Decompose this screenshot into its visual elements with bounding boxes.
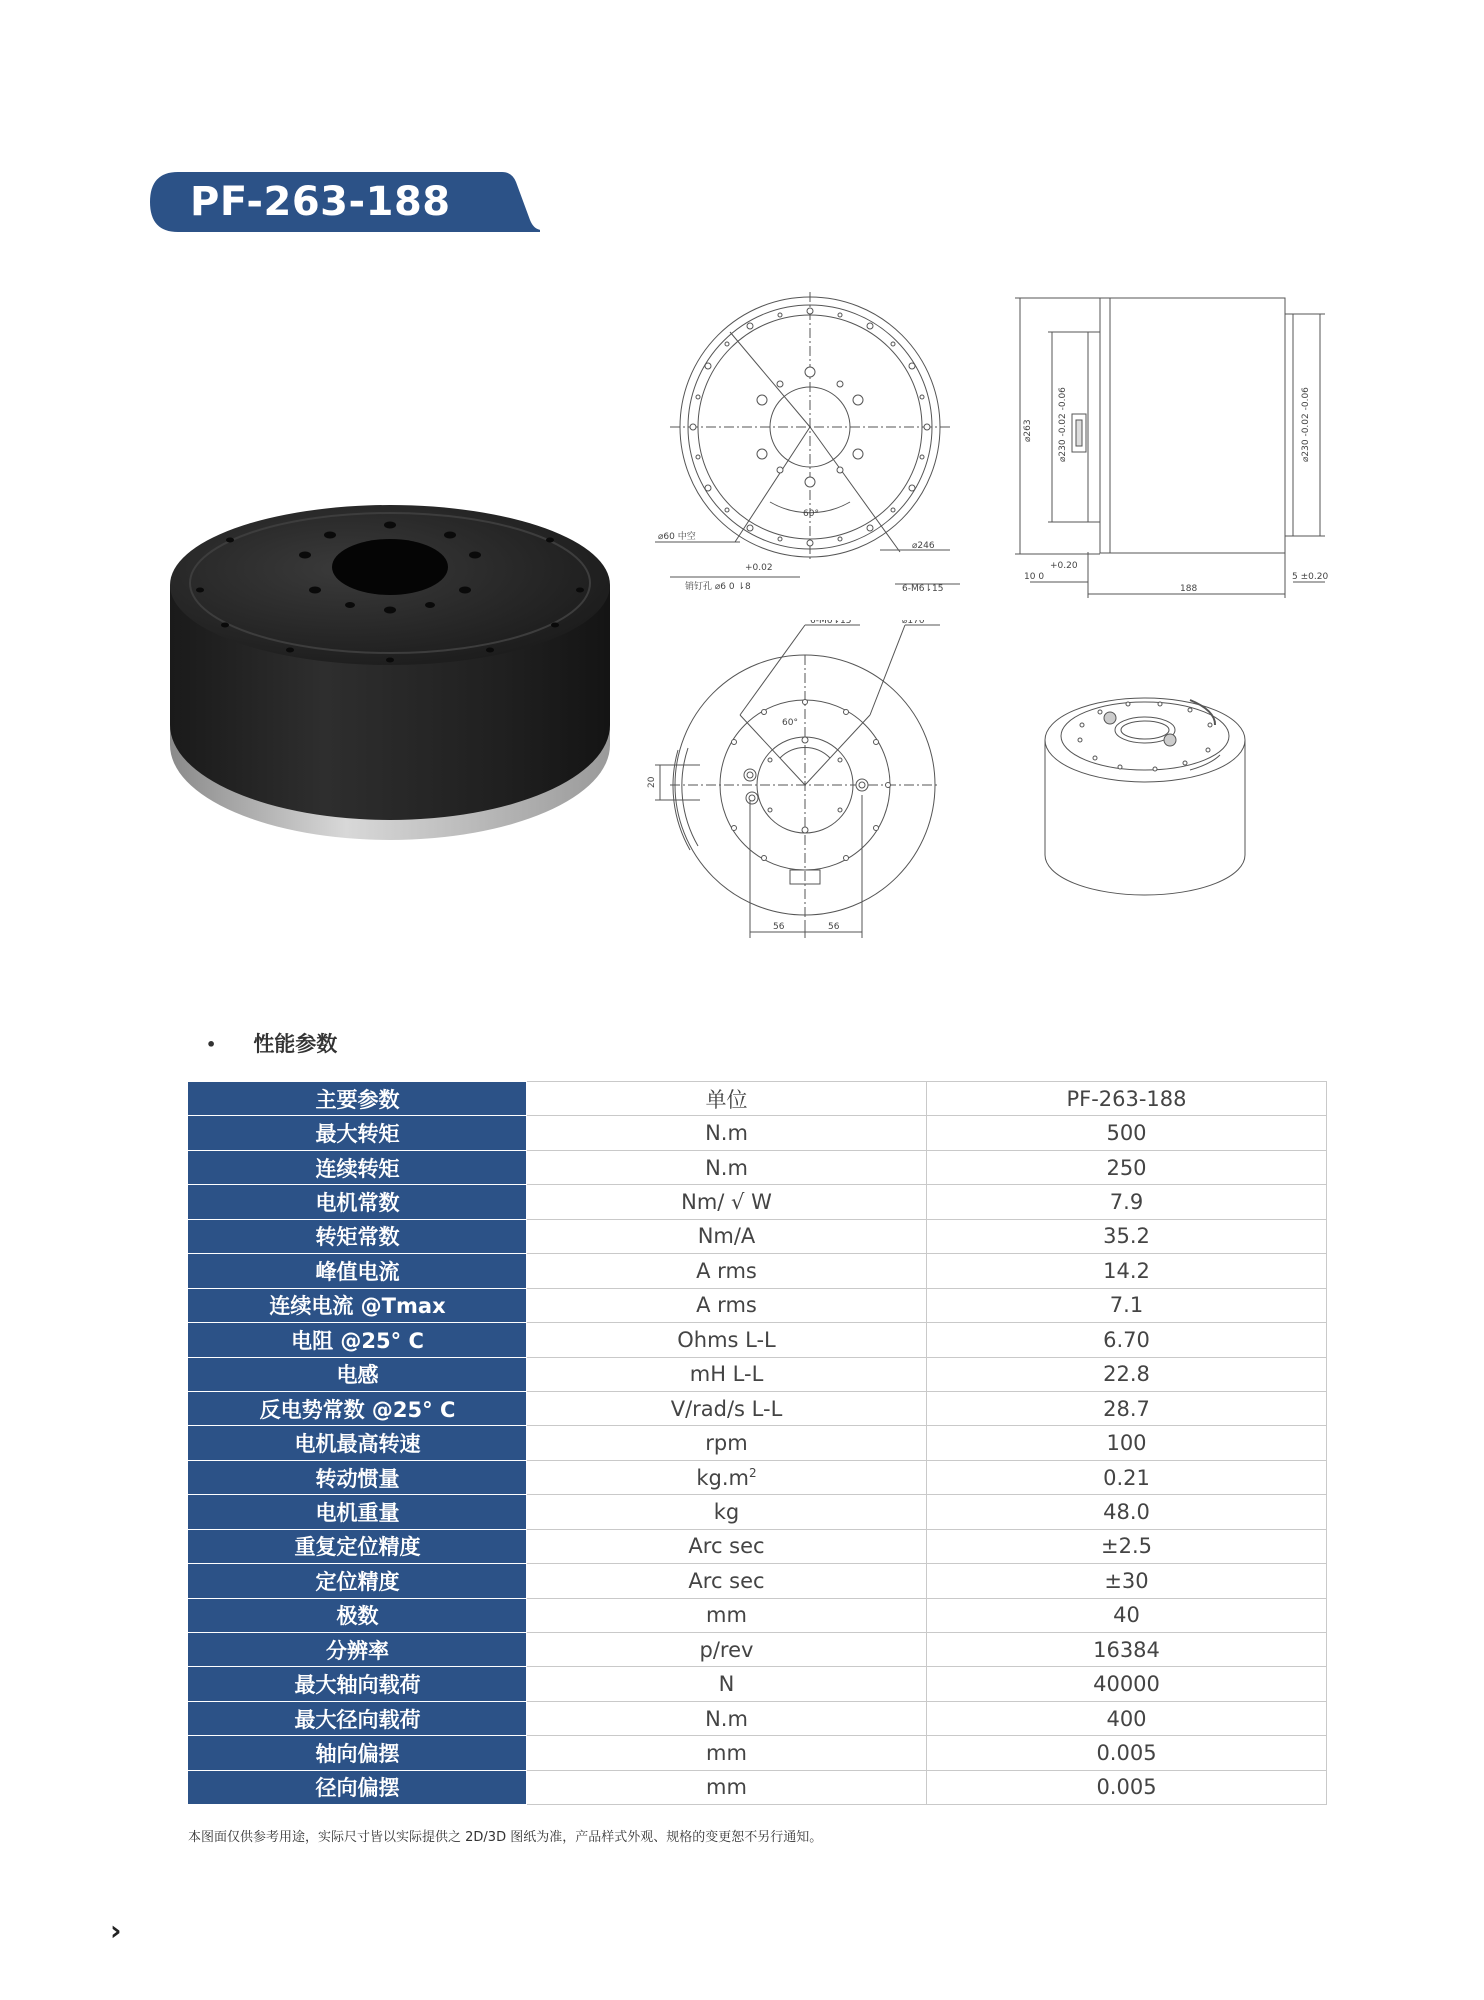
param-label: 分辨率: [189, 1633, 527, 1667]
param-label: 最大径向载荷: [189, 1701, 527, 1735]
param-label: 电机最高转速: [189, 1426, 527, 1460]
dim-d230-left-label: ⌀230 -0.02 -0.06: [1058, 387, 1068, 462]
table-row: [189, 1288, 1327, 1322]
param-unit: mm: [527, 1736, 927, 1770]
param-value: 6.70: [927, 1323, 1327, 1357]
param-label: 最大轴向载荷: [189, 1667, 527, 1701]
table-header-row: [189, 1082, 1327, 1116]
param-label: 转动惯量: [189, 1460, 527, 1494]
rear-view-drawing: [640, 620, 960, 950]
param-label: 转矩常数: [189, 1219, 527, 1253]
param-label: 极数: [189, 1598, 527, 1632]
param-unit: A rms: [527, 1254, 927, 1288]
table-row: [189, 1323, 1327, 1357]
param-unit-text: kg.m: [696, 1465, 749, 1490]
param-unit: N.m: [527, 1150, 927, 1184]
param-value: 400: [927, 1701, 1327, 1735]
table-row: [189, 1667, 1327, 1701]
dim-angle-label: 60°: [803, 509, 819, 519]
front-view-drawing: [650, 292, 960, 592]
isometric-drawing: [1040, 670, 1250, 900]
section-heading: [206, 1024, 337, 1064]
dim-20-label: 20: [647, 776, 657, 788]
param-unit: kg: [527, 1495, 927, 1529]
table-row: [189, 1598, 1327, 1632]
param-value: 500: [927, 1116, 1327, 1150]
section-title: 性能参数: [253, 1032, 338, 1056]
table-row: [189, 1736, 1327, 1770]
param-value: 40000: [927, 1667, 1327, 1701]
param-label: 电机常数: [189, 1185, 527, 1219]
dim-10-label: 10 0: [1024, 572, 1045, 582]
param-unit-superscript: 2: [748, 1465, 757, 1480]
table-row: [189, 1116, 1327, 1150]
table-row: [189, 1150, 1327, 1184]
param-unit: Nm/A: [527, 1219, 927, 1253]
param-value: 14.2: [927, 1254, 1327, 1288]
dim-tol-label: +0.02: [745, 563, 773, 573]
param-label: 电感: [189, 1357, 527, 1391]
param-label: 反电势常数 @25° C: [189, 1391, 527, 1425]
param-unit: mH L-L: [527, 1357, 927, 1391]
dim-56-right-label: 56: [828, 922, 840, 932]
page-title: PF-263-188: [190, 179, 451, 225]
param-unit: Ohms L-L: [527, 1323, 927, 1357]
param-unit: Nm/ √ W: [527, 1185, 927, 1219]
dim-d246-label: ⌀246: [912, 541, 935, 551]
dim-angle-label: 60°: [782, 718, 798, 728]
param-unit: mm: [527, 1770, 927, 1804]
param-value: 100: [927, 1426, 1327, 1460]
table-row: [189, 1564, 1327, 1598]
param-unit: mm: [527, 1598, 927, 1632]
dim-m6-label: 6-M6⇂15: [810, 620, 852, 626]
param-value: 22.8: [927, 1357, 1327, 1391]
param-unit: V/rad/s L-L: [527, 1391, 927, 1425]
param-value: 7.1: [927, 1288, 1327, 1322]
footnote: 本图面仅供参考用途，实际尺寸皆以实际提供之 2D/3D 图纸为准，产品样式外观、规格的变更恕不另行通知。: [188, 1830, 823, 1845]
dim-5-label: 5 ±0.20: [1292, 572, 1329, 582]
param-value: 48.0: [927, 1495, 1327, 1529]
model-title-tab: [150, 172, 540, 232]
header-unit-cell: 单位: [527, 1082, 927, 1116]
param-value: 250: [927, 1150, 1327, 1184]
param-value: 7.9: [927, 1185, 1327, 1219]
table-row: [189, 1357, 1327, 1391]
param-unit: [527, 1460, 927, 1494]
table-row: [189, 1460, 1327, 1494]
param-unit: p/rev: [527, 1633, 927, 1667]
dim-d230-right-label: ⌀230 -0.02 -0.06: [1301, 387, 1311, 462]
dim-d60-label: ⌀60 中空: [658, 532, 696, 542]
param-unit: N: [527, 1667, 927, 1701]
dim-d170-label: ⌀170: [902, 620, 925, 626]
dim-56-left-label: 56: [773, 922, 785, 932]
param-label: 重复定位精度: [189, 1529, 527, 1563]
param-value: 35.2: [927, 1219, 1327, 1253]
header-label-cell: 主要参数: [189, 1082, 527, 1116]
param-label: 径向偏摆: [189, 1770, 527, 1804]
dim-pin-label: 销钉孔 ⌀6 0 ⇂8: [685, 582, 751, 592]
param-value: 16384: [927, 1633, 1327, 1667]
param-unit: Arc sec: [527, 1564, 927, 1598]
param-label: 最大转矩: [189, 1116, 527, 1150]
side-view-drawing: [1010, 292, 1340, 622]
table-row: [189, 1254, 1327, 1288]
param-unit: Arc sec: [527, 1529, 927, 1563]
param-value: 40: [927, 1598, 1327, 1632]
param-unit: N.m: [527, 1701, 927, 1735]
table-row: [189, 1770, 1327, 1804]
dim-d263-label: ⌀263: [1023, 419, 1033, 442]
table-row: [189, 1391, 1327, 1425]
param-value: ±2.5: [927, 1529, 1327, 1563]
param-label: 连续电流 @Tmax: [189, 1288, 527, 1322]
table-row: [189, 1426, 1327, 1460]
param-value: 0.21: [927, 1460, 1327, 1494]
table-row: [189, 1529, 1327, 1563]
param-label: 连续转矩: [189, 1150, 527, 1184]
bullet-icon: •: [206, 1035, 217, 1054]
param-label: 电阻 @25° C: [189, 1323, 527, 1357]
table-row: [189, 1185, 1327, 1219]
param-value: 28.7: [927, 1391, 1327, 1425]
param-value: 0.005: [927, 1770, 1327, 1804]
param-value: 0.005: [927, 1736, 1327, 1770]
table-row: [189, 1495, 1327, 1529]
dim-tol-label: +0.20: [1050, 561, 1078, 571]
param-label: 定位精度: [189, 1564, 527, 1598]
spec-table: [188, 1081, 1327, 1805]
param-value: ±30: [927, 1564, 1327, 1598]
param-unit: A rms: [527, 1288, 927, 1322]
table-row: [189, 1701, 1327, 1735]
param-unit: N.m: [527, 1116, 927, 1150]
product-photo: [140, 495, 660, 865]
table-row: [189, 1633, 1327, 1667]
table-row: [189, 1219, 1327, 1253]
dim-188-label: 188: [1180, 584, 1198, 594]
chevron-right-icon: ›: [110, 1914, 122, 1947]
param-unit: rpm: [527, 1426, 927, 1460]
header-value-cell: PF-263-188: [927, 1082, 1327, 1116]
param-label: 电机重量: [189, 1495, 527, 1529]
param-label: 轴向偏摆: [189, 1736, 527, 1770]
param-label: 峰值电流: [189, 1254, 527, 1288]
dim-m6-label: 6-M6⇂15: [902, 584, 944, 592]
